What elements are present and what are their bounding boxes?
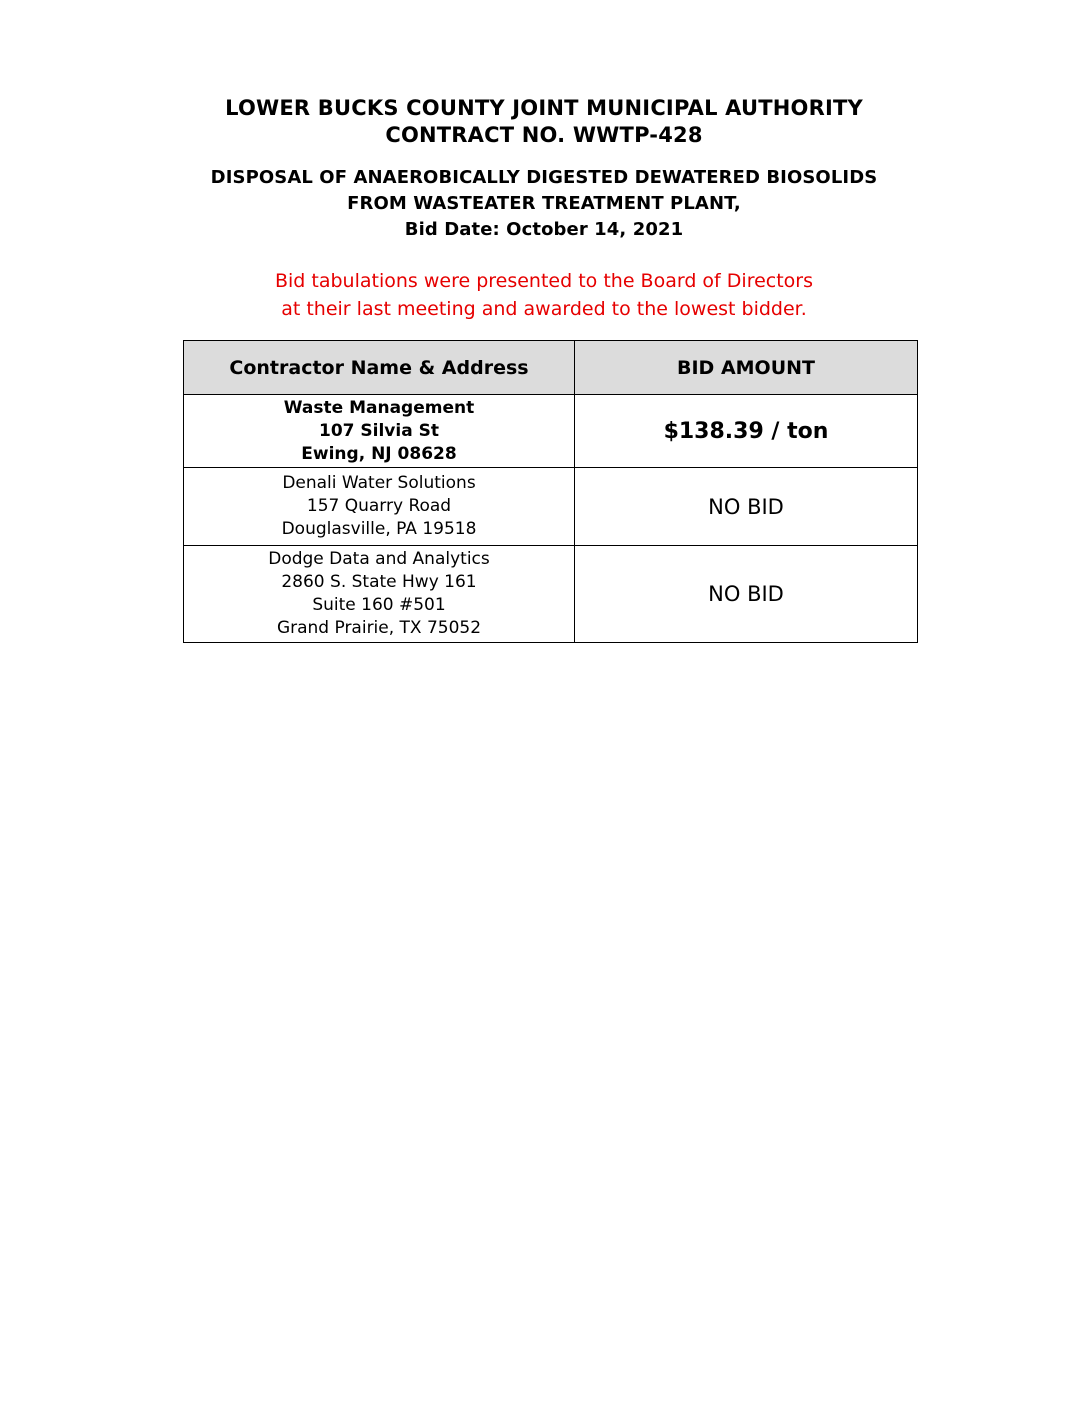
bid-amount-column-header: BID AMOUNT bbox=[575, 341, 918, 395]
document-subtitle-line-2: FROM WASTEATER TREATMENT PLANT, bbox=[347, 193, 741, 214]
contractor-cell bbox=[184, 546, 575, 643]
document-title-line-1: LOWER BUCKS COUNTY JOINT MUNICIPAL AUTHORITY bbox=[225, 96, 863, 120]
contractor-column-header: Contractor Name & Address bbox=[184, 341, 575, 395]
contractor-cell bbox=[184, 468, 575, 546]
document-subtitle-line-1: DISPOSAL OF ANAEROBICALLY DIGESTED DEWATERED BIOSOLIDS bbox=[210, 167, 878, 188]
bid-amount: NO BID bbox=[708, 494, 784, 519]
contractor-name: Waste Management bbox=[283, 397, 475, 418]
contractor-cell bbox=[184, 395, 575, 468]
table-row bbox=[184, 468, 918, 546]
bid-date: Bid Date: October 14, 2021 bbox=[404, 219, 684, 240]
bid-amount-cell bbox=[575, 395, 918, 468]
contractor-address-line: Douglasville, PA 19518 bbox=[281, 519, 477, 539]
table-row bbox=[184, 395, 918, 468]
contractor-name: Denali Water Solutions bbox=[282, 473, 476, 493]
table-header-row bbox=[184, 341, 918, 395]
contractor-address-line: Ewing, NJ 08628 bbox=[301, 443, 457, 464]
contractor-address-line: 157 Quarry Road bbox=[306, 496, 452, 516]
contractor-address-line: Grand Prairie, TX 75052 bbox=[276, 618, 482, 638]
bid-amount: NO BID bbox=[708, 582, 784, 606]
bid-amount-cell bbox=[575, 546, 918, 643]
contractor-address-line: Suite 160 #501 bbox=[312, 595, 446, 615]
table-row bbox=[184, 546, 918, 643]
contractor-address-line: 2860 S. State Hwy 161 bbox=[281, 572, 477, 592]
bid-amount: $138.39 / ton bbox=[663, 418, 829, 444]
bid-tabulation-table bbox=[183, 340, 918, 643]
document-title-line-2: CONTRACT NO. WWTP-428 bbox=[385, 123, 703, 147]
award-notice-line-2: at their last meeting and awarded to the lowest bidder. bbox=[281, 298, 807, 320]
bid-amount-cell bbox=[575, 468, 918, 546]
contractor-name: Dodge Data and Analytics bbox=[268, 549, 490, 569]
contractor-address-line: 107 Silvia St bbox=[319, 420, 439, 441]
award-notice-line-1: Bid tabulations were presented to the Board of Directors bbox=[274, 270, 814, 292]
